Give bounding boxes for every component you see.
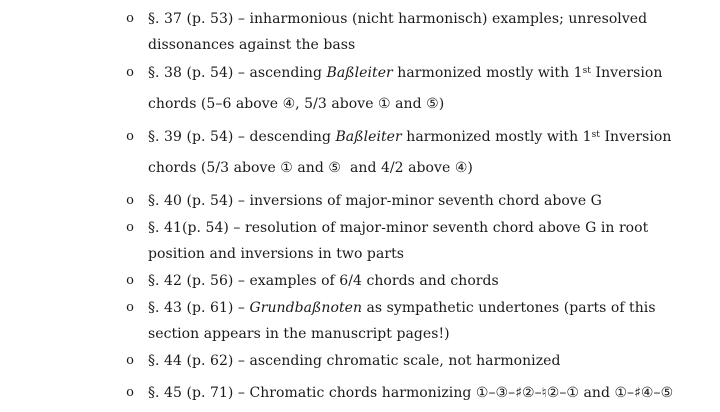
list-item-line	[148, 323, 450, 345]
list-item-line	[148, 382, 673, 404]
list-item-line	[148, 243, 404, 265]
list-item-line	[148, 217, 648, 239]
text-run: §. 37 (p. 53) – inharmonious (nicht harmonisch) examples; unresolved	[148, 11, 648, 27]
text-run: harmonized mostly with 1	[392, 65, 583, 81]
list-item-line	[148, 190, 602, 212]
text-run: position and inversions in two parts	[148, 246, 404, 262]
text-run: section appears in the manuscript pages!)	[148, 326, 450, 342]
list-item-line	[148, 34, 355, 56]
text-run: §. 44 (p. 62) – ascending chromatic scale, not harmonized	[148, 353, 561, 369]
list-item-line	[148, 270, 499, 292]
emphasis-text: Grundbaßnoten	[249, 300, 363, 316]
bullet-marker: o	[126, 220, 134, 235]
bullet-marker: o	[126, 353, 134, 368]
bullet-marker: o	[126, 11, 134, 26]
list-item-line	[148, 157, 473, 179]
text-run: §. 38 (p. 54) – ascending	[148, 65, 327, 81]
text-run: harmonized mostly with 1	[401, 129, 592, 145]
text-run: §. 42 (p. 56) – examples of 6/4 chords and chords	[148, 273, 499, 289]
text-run: Inversion	[599, 129, 672, 145]
emphasis-text: Baßleiter	[335, 129, 402, 145]
list-item-line	[148, 297, 656, 319]
list-item-line	[148, 62, 662, 84]
text-run: §. 41(p. 54) – resolution of major-minor seventh chord above G in root	[148, 220, 649, 236]
bullet-marker: o	[126, 273, 134, 288]
text-run: §. 40 (p. 54) – inversions of major-minor seventh chord above G	[148, 193, 602, 209]
emphasis-text: Baßleiter	[326, 65, 393, 81]
bullet-marker: o	[126, 300, 134, 315]
text-run: chords (5–6 above ④, 5/3 above ① and ⑤)	[148, 96, 445, 112]
list-item-line	[148, 8, 647, 30]
bullet-marker: o	[126, 385, 134, 400]
text-run: Inversion	[590, 65, 663, 81]
list-item-line	[148, 350, 561, 372]
superscript: st	[582, 66, 591, 76]
bullet-marker: o	[126, 129, 134, 144]
text-run: §. 43 (p. 61) –	[148, 300, 250, 316]
text-run: dissonances against the bass	[148, 37, 356, 53]
bullet-marker: o	[126, 193, 134, 208]
text-run: §. 39 (p. 54) – descending	[148, 129, 336, 145]
text-run: chords (5/3 above ① and ⑤ and 4/2 above ④)	[148, 160, 473, 176]
list-item-line	[148, 126, 671, 148]
text-run: §. 45 (p. 71) – Chromatic chords harmonizing ①–③–♯②–♮②–① and ①–♯④–⑤	[148, 385, 674, 401]
bullet-marker: o	[126, 65, 134, 80]
list-item-line	[148, 93, 444, 115]
superscript: st	[591, 130, 600, 140]
text-run: as sympathetic undertones (parts of this	[362, 300, 656, 316]
